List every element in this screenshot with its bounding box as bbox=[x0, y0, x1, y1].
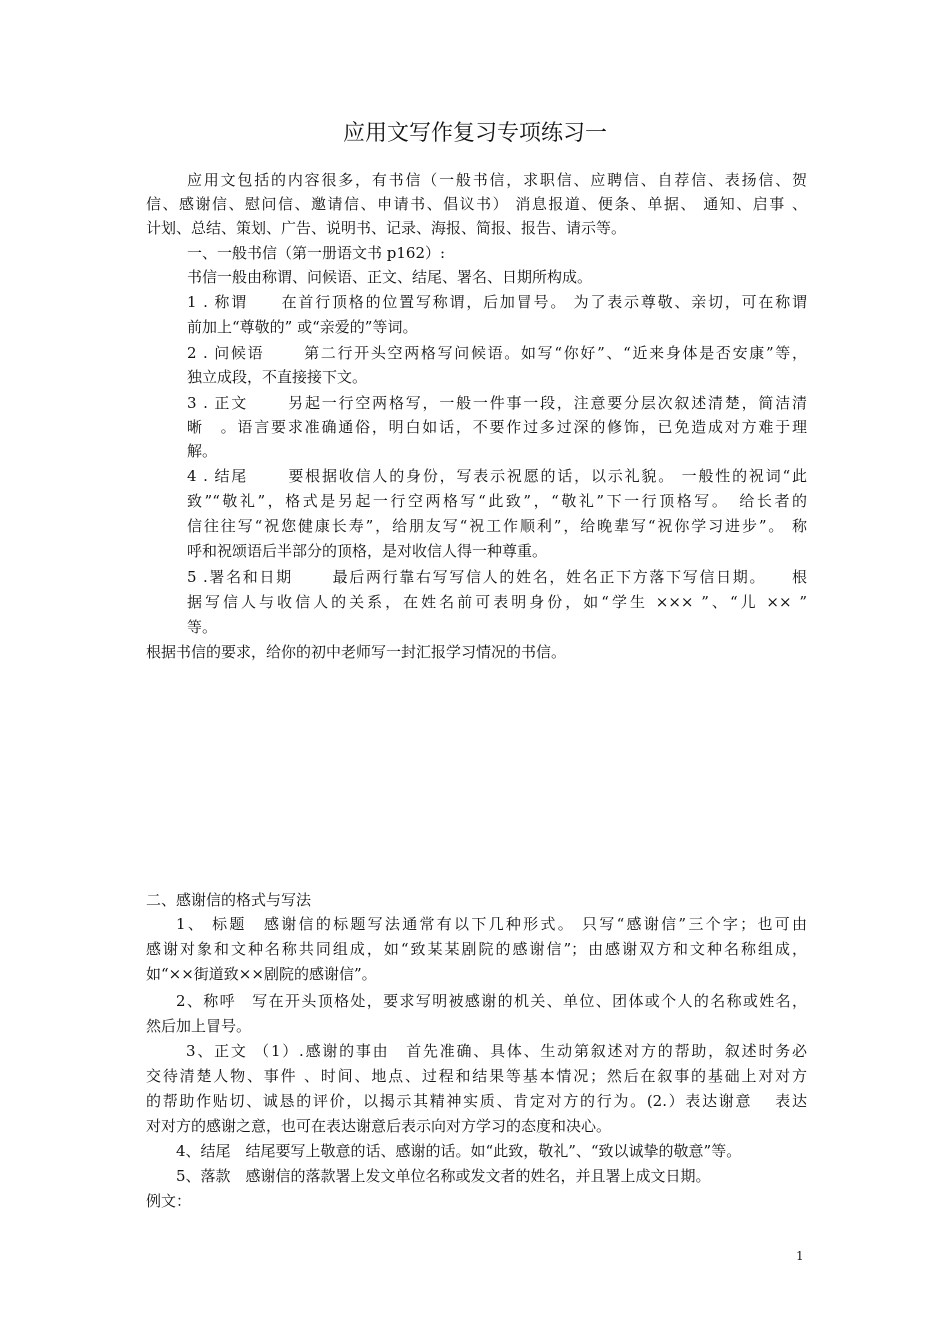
item-5-line-3: 等。 bbox=[187, 618, 218, 636]
item-4-line-4: 呼和祝颂语后半部分的顶格，是对收信人得一种尊重。 bbox=[187, 542, 548, 560]
item-4-line-1: 4 . 结尾 要根据收信人的身份，写表示祝愿的话，以示礼貌。 一般性的祝词“此 bbox=[187, 467, 807, 485]
writing-task: 根据书信的要求，给你的初中老师写一封汇报学习情况的书信。 bbox=[146, 643, 567, 661]
s2-p1-line-3: 如“××街道致××剧院的感谢信”。 bbox=[146, 965, 377, 983]
example-label: 例文： bbox=[146, 1192, 192, 1210]
page-title: 应用文写作复习专项练习一 bbox=[342, 121, 607, 146]
item-2-line-1: 2 . 问候语 第二行开头空两格写问候语。如写“你好”、“近来身体是否安康”等， bbox=[187, 344, 807, 362]
s2-p1-line-1: 1、 标题 感谢信的标题写法通常有以下几种形式。 只写“感谢信”三个字；也可由 bbox=[176, 915, 807, 933]
intro-line-1: 应用文包括的内容很多，有书信（一般书信，求职信、应聘信、自荐信、表扬信、贺 bbox=[187, 171, 807, 189]
s2-p5: 5、落款 感谢信的落款署上发文单位名称或发文者的姓名，并且署上成文日期。 bbox=[176, 1167, 711, 1185]
item-1-line-2: 前加上“尊敬的” 或“亲爱的”等词。 bbox=[187, 318, 418, 336]
item-5-line-2: 据写信人与收信人的关系，在姓名前可表明身份，如“学生 ××× ”、“儿 ×× ” bbox=[187, 593, 807, 611]
page-number: 1 bbox=[796, 1249, 804, 1263]
s2-p2-line-2-visible: 然后加上冒号。 bbox=[146, 1017, 252, 1035]
s2-p4: 4、结尾 结尾要写上敬意的话、感谢的话。如“此致，敬礼”、“致以诚挚的敬意”等。 bbox=[176, 1142, 742, 1160]
item-1-line-1: 1 . 称谓 在首行顶格的位置写称谓，后加冒号。 为了表示尊敬、亲切，可在称谓 bbox=[187, 293, 807, 311]
section-1-heading: 一、一般书信（第一册语文书 p162）: bbox=[187, 244, 446, 262]
s2-p3-line-3: 的帮助作贴切、诚恳的评价，以揭示其精神实质、肯定对方的行为。(2.）表达谢意 表达 bbox=[146, 1092, 807, 1110]
item-3-line-1: 3 . 正文 另起一行空两格写，一般一件事一段，注意要分层次叙述清楚，简洁清 bbox=[187, 394, 807, 412]
item-3-line-3: 解。 bbox=[187, 442, 218, 460]
item-4-line-3: 信往往写“祝您健康长寿”，给朋友写“祝工作顺利”，给晚辈写“祝你学习进步”。 称 bbox=[187, 517, 807, 535]
intro-line-2: 信、感谢信、慰问信、邀请信、申请书、倡议书） 消息报道、便条、单据、 通知、启事 、 bbox=[146, 195, 807, 213]
item-2-line-2: 独立成段，不直接接下文。 bbox=[187, 368, 368, 386]
section-2-heading: 二、感谢信的格式与写法 bbox=[146, 891, 312, 909]
s2-p3-line-1: 3、正文 （1）.感谢的事由 首先准确、具体、生动第叙述对方的帮助，叙述时务必 bbox=[186, 1042, 807, 1060]
s2-p2-line-1: 2、称呼 写在开头顶格处，要求写明被感谢的机关、单位、团体或个人的名称或姓名， bbox=[176, 992, 807, 1010]
intro-line-3: 计划、总结、策划、广告、说明书、记录、海报、简报、报告、请示等。 bbox=[146, 219, 627, 237]
s2-p3-line-4: 对对方的感谢之意，也可在表达谢意后表示向对方学习的态度和决心。 bbox=[146, 1117, 612, 1135]
s2-p3-line-2: 交待清楚人物、事件 、时间、地点、过程和结果等基本情况；然后在叙事的基础上对对方 bbox=[146, 1067, 807, 1085]
item-3-line-2: 晰 。语言要求准确通俗，明白如话，不要作过多过深的修饰，已免造成对方难于理 bbox=[187, 418, 807, 436]
item-5-line-1: 5 .署名和日期 最后两行靠右写写信人的姓名，姓名正下方落下写信日期。 根 bbox=[187, 568, 807, 586]
item-4-line-2: 致”“敬礼”，格式是另起一行空两格写“此致”，“敬礼”下一行顶格写。 给长者的 bbox=[187, 492, 807, 510]
s2-p1-line-2: 感谢对象和文种名称共同组成，如“致某某剧院的感谢信”；由感谢双方和文种名称组成， bbox=[146, 940, 807, 958]
section-1-subheading: 书信一般由称谓、问候语、正文、结尾、署名、日期所构成。 bbox=[187, 268, 593, 286]
